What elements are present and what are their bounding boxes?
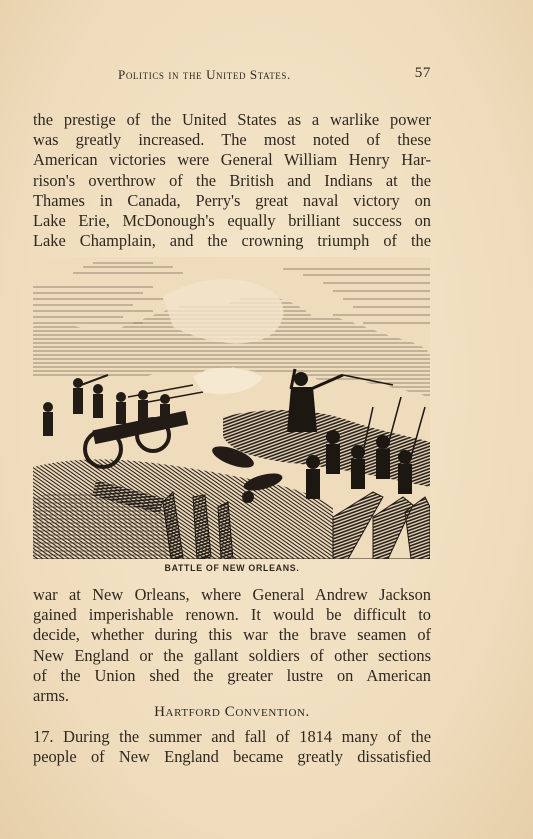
- page-number: 57: [414, 65, 431, 81]
- text-line: Lake Erie, McDonough's equally brilliant success on: [33, 210, 431, 230]
- text-line: war at New Orleans, where General Andrew Jackson: [33, 585, 431, 604]
- text-line: the prestige of the United States as a warlike power: [33, 110, 431, 129]
- text-line: people of New England became greatly dissatisfied: [33, 747, 431, 767]
- battle-engraving-illustration: [33, 257, 430, 559]
- text-line: rison's overthrow of the British and Indians at the: [33, 170, 431, 190]
- running-header: [33, 67, 431, 85]
- paragraph-2: [33, 585, 431, 706]
- text-line: of the Union shed the greater lustre on American: [33, 665, 431, 685]
- text-line: American victories were General William Henry Har-: [33, 150, 431, 170]
- text-line: Lake Champlain, and the crowning triumph of the: [33, 231, 431, 251]
- text-line: Thames in Canada, Perry's great naval victory on: [33, 190, 431, 210]
- text-line: 17. During the summer and fall of 1814 many of the: [33, 727, 431, 746]
- text-line: New England or the gallant soldiers of other sections: [33, 645, 431, 665]
- section-heading: Hartford Convention.: [154, 704, 310, 720]
- text-line: gained imperishable renown. It would be difficult to: [33, 605, 431, 625]
- figure-caption: BATTLE OF NEW ORLEANS.: [164, 563, 300, 573]
- paragraph-3: [33, 727, 431, 767]
- text-line: decide, whether during this war the brave seamen of: [33, 625, 431, 645]
- running-title: Politics in the United States.: [118, 67, 291, 82]
- paragraph-1: [33, 110, 431, 251]
- text-line: was greatly increased. The most noted of these: [33, 130, 431, 150]
- text-line: arms.: [33, 685, 69, 705]
